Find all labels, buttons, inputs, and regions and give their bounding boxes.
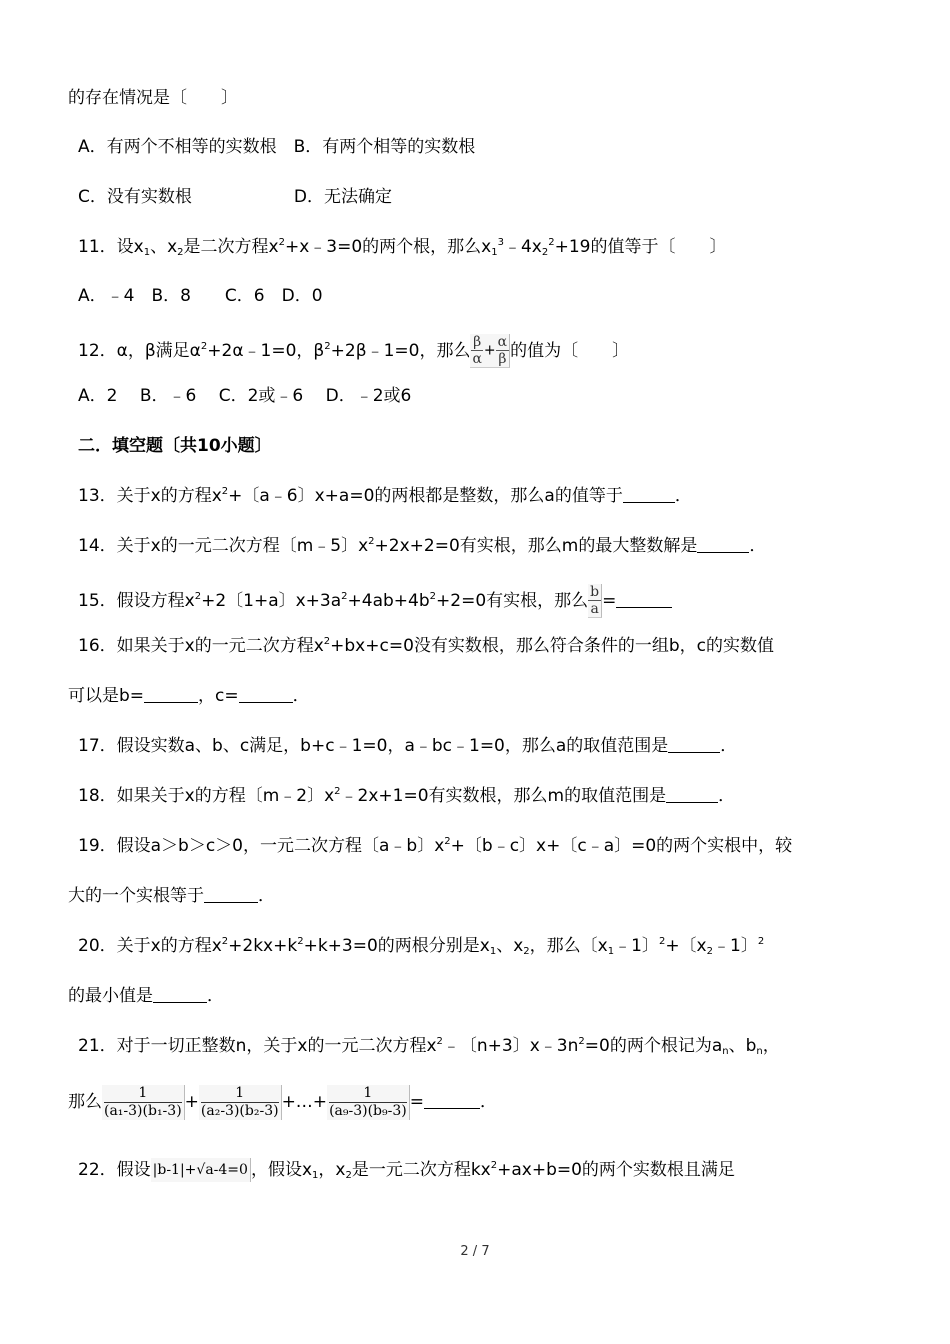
answer-blank[interactable] xyxy=(153,986,207,1003)
question-16-continuation: 可以是b= ，c= ． xyxy=(68,686,310,706)
answer-blank-c[interactable] xyxy=(239,686,293,703)
answer-blank[interactable] xyxy=(666,786,718,803)
question-22: 22．假设 |b-1|+√a-4=0 ，假设$x_1$，$x_2$是一元二次方程$kx^2+ax+b=0$的两个实数根且满足 xyxy=(78,1160,735,1181)
answer-blank[interactable] xyxy=(616,591,672,608)
q10-options-ab: A．有两个不相等的实数根 B．有两个相等的实数根 xyxy=(78,137,476,157)
page-number: 2 / 7 xyxy=(460,1244,490,1259)
answer-blank[interactable] xyxy=(424,1092,480,1109)
question-11: 11．设$x_1$、$x_2$是二次方程$x^2+x﹣3=0$的两个根，那么$x_1^3﹣4x_2^2+19$的值等于〔 〕 xyxy=(78,237,727,258)
question-13: 13．关于x的方程$x^2+$〔a﹣6〕x+a=0的两根都是整数，那么a的值等于 ． xyxy=(78,486,692,506)
sum-term-9: $\frac{1}{\text{(a₉-3)(b₉-3)}}$ xyxy=(327,1085,410,1120)
question-21-sum: 那么 $\frac{1}{\text{(a₁-3)(b₁-3)}}$ + $\frac{1}{\text{(a₂-3)(b₂-3)}}$ +…+ $\frac{1}{\text{(a₉-3)(b₉-3)}}$ = ． xyxy=(68,1084,497,1119)
question-18: 18．如果关于x的方程〔m﹣2〕$x^2﹣2x+1=0$有实数根，那么m的取值范围是 ． xyxy=(78,786,736,806)
question-16: 16．如果关于x的一元二次方程$x^2+bx+c=0$没有实数根，那么符合条件的一组b，c的实数值 xyxy=(78,636,775,656)
question-19-continuation: 大的一个实根等于 ． xyxy=(68,886,275,906)
beta-alpha-expression: $\frac{\beta}{\alpha}$ + $\frac{\alpha}{\beta}$ xyxy=(470,334,510,368)
answer-blank[interactable] xyxy=(204,886,258,903)
sum-term-2: $\frac{1}{\text{(a₂-3)(b₂-3)}}$ xyxy=(199,1085,282,1120)
q10-options-cd: C．没有实数根 D．无法确定 xyxy=(78,187,392,207)
answer-blank-b[interactable] xyxy=(144,686,198,703)
answer-blank[interactable] xyxy=(697,536,749,553)
b-over-a-fraction: $\frac{b}{a}$ xyxy=(588,584,602,618)
question-19: 19．假设a＞b＞c＞0，一元二次方程〔a﹣b〕$x^2+$〔b﹣c〕x+〔c﹣a〕=0的两个实根中，较 xyxy=(78,836,793,856)
question-15: 15．假设方程$x^2+2$〔1+a〕$x+3a^2+4ab+4b^2+2=0$有实根，那么 $\frac{b}{a}$ = xyxy=(78,584,672,618)
q11-options: A．﹣4 B．8 C．6 D．0 xyxy=(78,286,323,306)
question-17: 17．假设实数a、b、c满足，b+c﹣1=0，a﹣bc﹣1=0，那么a的取值范围是 ． xyxy=(78,736,738,756)
question-20-continuation: 的最小值是 ． xyxy=(68,986,224,1006)
section-heading: 二．填空题〔共10小题〕 xyxy=(78,436,272,456)
q10-continuation: 的存在情况是〔 〕 xyxy=(68,88,238,108)
answer-blank[interactable] xyxy=(623,486,675,503)
answer-blank[interactable] xyxy=(668,736,720,753)
question-21: 21．对于一切正整数n，关于x的一元二次方程$x^2﹣$〔n+3〕$x﹣3n^2=0$的两个根记为$a_n$、$b_n$， xyxy=(78,1036,780,1057)
q12-options: A．2 B．﹣6 C．2或﹣6 D．﹣2或6 xyxy=(78,386,412,406)
abs-sqrt-condition: |b-1|+√a-4=0 xyxy=(151,1158,251,1182)
question-14: 14．关于x的一元二次方程〔m﹣5〕$x^2+2x+2=0$有实根，那么m的最大整数解是 ． xyxy=(78,536,767,556)
sum-term-1: $\frac{1}{\text{(a₁-3)(b₁-3)}}$ xyxy=(102,1085,185,1120)
question-20: 20．关于x的方程$x^2+2kx+k^2+k+3=0$的两根分别是$x_1$、$x_2$，那么〔$x_1﹣1$〕$^2$+〔$x_2﹣1$〕$^2$ xyxy=(78,936,765,957)
question-12: 12．α，β满足$\alpha^2+2\alpha﹣1=0$，$\beta^2+2\beta﹣1=0$，那么 $\frac{\beta}{\alpha}$ + $\frac{\alpha}{\beta}$ 的值为〔 〕 xyxy=(78,334,630,367)
